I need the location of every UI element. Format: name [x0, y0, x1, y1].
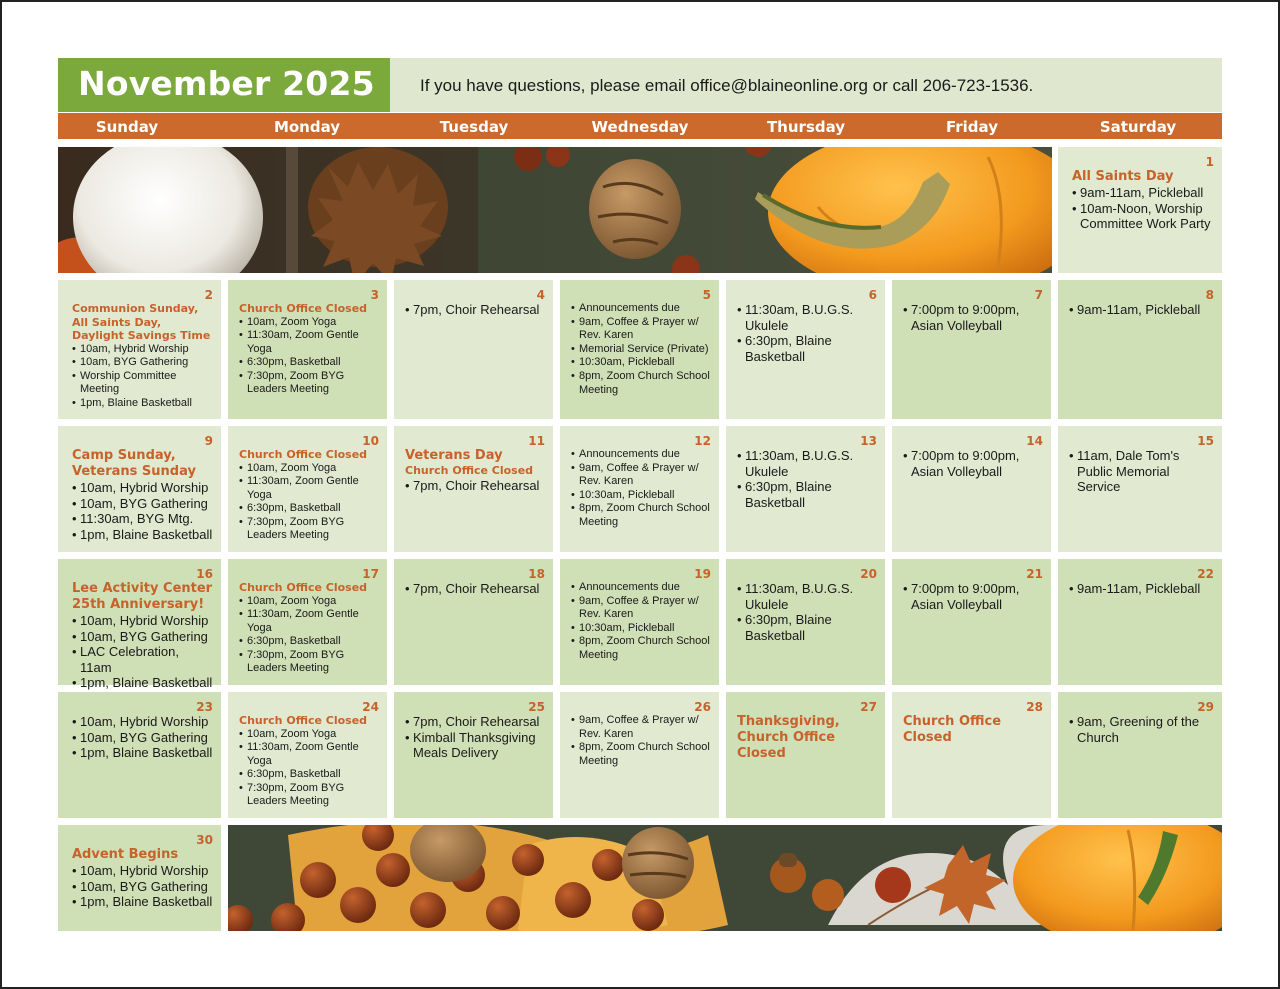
autumn-photo-bottom — [228, 825, 1222, 931]
day-number: 13 — [860, 434, 877, 448]
day-cell-1[interactable] — [1058, 147, 1222, 273]
event-item: • 9am-11am, Pickleball — [1072, 185, 1214, 201]
event-item: • 6:30pm, Basketball — [239, 635, 379, 649]
day-cell-8[interactable] — [1058, 280, 1222, 419]
day-number: 11 — [528, 434, 545, 448]
event-item: • 9am, Coffee & Prayer w/ Rev. Karen — [571, 714, 711, 741]
day-event-heading: Communion Sunday, — [72, 302, 199, 315]
day-cell-14[interactable] — [892, 426, 1051, 552]
event-item: • 7:30pm, Zoom BYG Leaders Meeting — [239, 782, 379, 809]
day-number: 24 — [362, 700, 379, 714]
day-number: 14 — [1026, 434, 1043, 448]
event-item: • 6:30pm, Blaine Basketball — [737, 479, 877, 510]
event-item: • 10am, Hybrid Worship — [72, 480, 213, 496]
day-cell-25[interactable] — [394, 692, 553, 818]
event-item: • 11:30am, Zoom Gentle Yoga — [239, 741, 379, 768]
day-event-heading: Closed — [737, 746, 786, 761]
event-item: • Worship Committee Meeting — [72, 370, 213, 397]
day-cell-26[interactable] — [560, 692, 719, 818]
weekday-friday: Friday — [945, 118, 998, 136]
event-item: • 10am, Hybrid Worship — [72, 343, 213, 357]
day-cell-13[interactable] — [726, 426, 885, 552]
event-item: • 10am, Zoom Yoga — [239, 316, 379, 330]
day-event-heading: Daylight Savings Time — [72, 329, 211, 342]
day-number: 16 — [196, 567, 213, 581]
day-cell-30[interactable] — [58, 825, 221, 931]
day-event-heading: Thanksgiving, — [737, 714, 840, 729]
day-event-heading: Church Office — [737, 730, 836, 745]
day-cell-12[interactable] — [560, 426, 719, 552]
event-item: • 1pm, Blaine Basketball — [72, 894, 213, 910]
event-item: • 11:30am, BYG Mtg. — [72, 511, 213, 527]
event-item: • 10am, BYG Gathering — [72, 879, 213, 895]
day-number: 30 — [196, 833, 213, 847]
event-item: • 9am, Coffee & Prayer w/ Rev. Karen — [571, 316, 711, 343]
event-item: • 6:30pm, Blaine Basketball — [737, 333, 877, 364]
event-item: • 9am-11am, Pickleball — [1069, 581, 1214, 597]
day-event-heading: Closed — [903, 730, 952, 745]
weekday-thursday: Thursday — [766, 118, 846, 136]
day-event-heading: Veterans Day — [405, 448, 503, 463]
event-item: • 8pm, Zoom Church School Meeting — [571, 635, 711, 662]
event-item: • 1pm, Blaine Basketball — [72, 745, 213, 761]
day-number: 29 — [1197, 700, 1214, 714]
event-item: • 9am, Coffee & Prayer w/ Rev. Karen — [571, 462, 711, 489]
event-item: • 6:30pm, Blaine Basketball — [737, 612, 877, 643]
autumn-photo-top — [58, 147, 1052, 273]
day-number: 17 — [362, 567, 379, 581]
event-item: • Announcements due — [571, 448, 711, 462]
event-item: • 10am, Hybrid Worship — [72, 714, 213, 730]
day-event-heading: Church Office Closed — [239, 302, 368, 315]
day-number: 27 — [860, 700, 877, 714]
event-item: • 7:00pm to 9:00pm, Asian Volleyball — [903, 581, 1043, 612]
event-item: • 7:30pm, Zoom BYG Leaders Meeting — [239, 649, 379, 676]
day-event-heading: Church Office Closed — [239, 581, 368, 594]
day-number: 3 — [370, 288, 379, 302]
event-item: • 8pm, Zoom Church School Meeting — [571, 502, 711, 529]
day-cell-22[interactable] — [1058, 559, 1222, 685]
event-item: • 11:30am, Zoom Gentle Yoga — [239, 608, 379, 635]
event-item: • 7:00pm to 9:00pm, Asian Volleyball — [903, 302, 1043, 333]
contact-info: If you have questions, please email office@blaineonline.org or call 206-723-1536. — [420, 76, 1034, 95]
day-number: 20 — [860, 567, 877, 581]
day-cell-27[interactable] — [726, 692, 885, 818]
day-number: 26 — [694, 700, 711, 714]
weekday-saturday: Saturday — [1099, 118, 1177, 136]
day-event-heading: Lee Activity Center — [72, 581, 213, 596]
day-number: 25 — [528, 700, 545, 714]
day-cell-24[interactable] — [228, 692, 387, 818]
day-number: 12 — [694, 434, 711, 448]
page-title: November 2025 — [78, 64, 375, 103]
day-cell-15[interactable] — [1058, 426, 1222, 552]
event-item: • 11:30am, B.U.G.S. Ukulele — [737, 302, 877, 333]
event-item: • 8pm, Zoom Church School Meeting — [571, 741, 711, 768]
day-cell-2[interactable] — [58, 280, 221, 419]
event-item: • 10am, Zoom Yoga — [239, 728, 379, 742]
day-event-heading: Advent Begins — [72, 847, 179, 862]
event-item: • 6:30pm, Basketball — [239, 502, 379, 516]
weekday-sunday: Sunday — [95, 118, 159, 136]
day-event-heading: All Saints Day, — [72, 315, 162, 329]
event-item: • Announcements due — [571, 581, 711, 595]
day-event-heading: Church Office Closed — [405, 464, 534, 477]
event-item: • 7:00pm to 9:00pm, Asian Volleyball — [903, 448, 1043, 479]
day-number: 7 — [1034, 288, 1043, 302]
day-cell-18[interactable] — [394, 559, 553, 685]
event-item: • 10am, Hybrid Worship — [72, 613, 213, 629]
event-item: • 10:30am, Pickleball — [571, 622, 711, 636]
day-number: 28 — [1026, 700, 1043, 714]
day-event-heading: Church Office — [903, 714, 1002, 729]
event-item: • 10am, BYG Gathering — [72, 629, 213, 645]
day-cell-20[interactable] — [726, 559, 885, 685]
event-item: • 8pm, Zoom Church School Meeting — [571, 370, 711, 397]
day-cell-3[interactable] — [228, 280, 387, 419]
day-event-heading: Camp Sunday, — [72, 448, 176, 463]
event-item: • 7:30pm, Zoom BYG Leaders Meeting — [239, 516, 379, 543]
day-number: 15 — [1197, 434, 1214, 448]
event-item: • 1pm, Blaine Basketball — [72, 675, 213, 691]
event-item: • 6:30pm, Basketball — [239, 768, 379, 782]
day-number: 18 — [528, 567, 545, 581]
day-cell-19[interactable] — [560, 559, 719, 685]
day-number: 4 — [536, 288, 545, 302]
weekday-monday: Monday — [273, 118, 341, 136]
day-event-heading: 25th Anniversary! — [72, 597, 205, 612]
event-item: • 7pm, Choir Rehearsal — [405, 478, 545, 494]
day-cell-21[interactable] — [892, 559, 1051, 685]
event-item: • 9am, Greening of the Church — [1069, 714, 1214, 745]
day-number: 19 — [694, 567, 711, 581]
event-item: • 7pm, Choir Rehearsal — [405, 581, 545, 597]
event-item: • Announcements due — [571, 302, 711, 316]
day-cell-29[interactable] — [1058, 692, 1222, 818]
event-item: • 10am, BYG Gathering — [72, 356, 213, 370]
day-number: 21 — [1026, 567, 1043, 581]
day-cell-16[interactable] — [58, 559, 221, 690]
event-item: • 7pm, Choir Rehearsal — [405, 302, 545, 318]
day-event-heading: Veterans Sunday — [72, 464, 196, 479]
event-item: • 11am, Dale Tom's Public Memorial Service — [1069, 448, 1214, 495]
title-box — [58, 58, 390, 112]
day-number: 1 — [1205, 155, 1214, 169]
event-item: • 11:30am, Zoom Gentle Yoga — [239, 329, 379, 356]
day-number: 8 — [1205, 288, 1214, 302]
event-item: • 10am, Zoom Yoga — [239, 462, 379, 476]
event-item: • 11:30am, B.U.G.S. Ukulele — [737, 448, 877, 479]
day-cell-28[interactable] — [892, 692, 1051, 818]
event-item: • 10:30am, Pickleball — [571, 489, 711, 503]
day-number: 9 — [204, 434, 213, 448]
event-item: • 10am, Hybrid Worship — [72, 863, 213, 879]
event-item: • LAC Celebration, 11am — [72, 644, 213, 675]
day-cell-10[interactable] — [228, 426, 387, 552]
event-item: • 9am-11am, Pickleball — [1069, 302, 1214, 318]
event-item: • 10:30am, Pickleball — [571, 356, 711, 370]
day-cell-9[interactable] — [58, 426, 221, 552]
event-item: • 10am, BYG Gathering — [72, 496, 213, 512]
day-number: 2 — [204, 288, 213, 302]
event-item: • 10am, Zoom Yoga — [239, 595, 379, 609]
day-cell-4[interactable] — [394, 280, 553, 419]
event-item: • 10am-Noon, Worship Committee Work Party — [1072, 201, 1214, 232]
day-event-heading: All Saints Day — [1072, 169, 1174, 184]
event-item: • Memorial Service (Private) — [571, 343, 711, 357]
day-cell-7[interactable] — [892, 280, 1051, 419]
day-cell-11[interactable] — [394, 426, 553, 552]
day-number: 5 — [702, 288, 711, 302]
day-number: 10 — [362, 434, 379, 448]
event-item: • 6:30pm, Basketball — [239, 356, 379, 370]
event-item: • 11:30am, Zoom Gentle Yoga — [239, 475, 379, 502]
event-item: • Kimball Thanksgiving Meals Delivery — [405, 730, 545, 761]
day-cell-23[interactable] — [58, 692, 221, 818]
event-item: • 1pm, Blaine Basketball — [72, 527, 213, 543]
day-number: 22 — [1197, 567, 1214, 581]
event-item: • 7pm, Choir Rehearsal — [405, 714, 545, 730]
day-event-heading: Church Office Closed — [239, 714, 368, 727]
event-item: • 9am, Coffee & Prayer w/ Rev. Karen — [571, 595, 711, 622]
day-number: 6 — [868, 288, 877, 302]
day-event-heading: Church Office Closed — [239, 448, 368, 461]
event-item: • 1pm, Blaine Basketball — [72, 397, 213, 411]
event-item: • 10am, BYG Gathering — [72, 730, 213, 746]
day-cell-5[interactable] — [560, 280, 719, 419]
day-cell-6[interactable] — [726, 280, 885, 419]
day-number: 23 — [196, 700, 213, 714]
event-item: • 7:30pm, Zoom BYG Leaders Meeting — [239, 370, 379, 397]
day-cell-17[interactable] — [228, 559, 387, 685]
weekday-wednesday: Wednesday — [591, 118, 689, 136]
weekday-tuesday: Tuesday — [439, 118, 509, 136]
event-item: • 11:30am, B.U.G.S. Ukulele — [737, 581, 877, 612]
